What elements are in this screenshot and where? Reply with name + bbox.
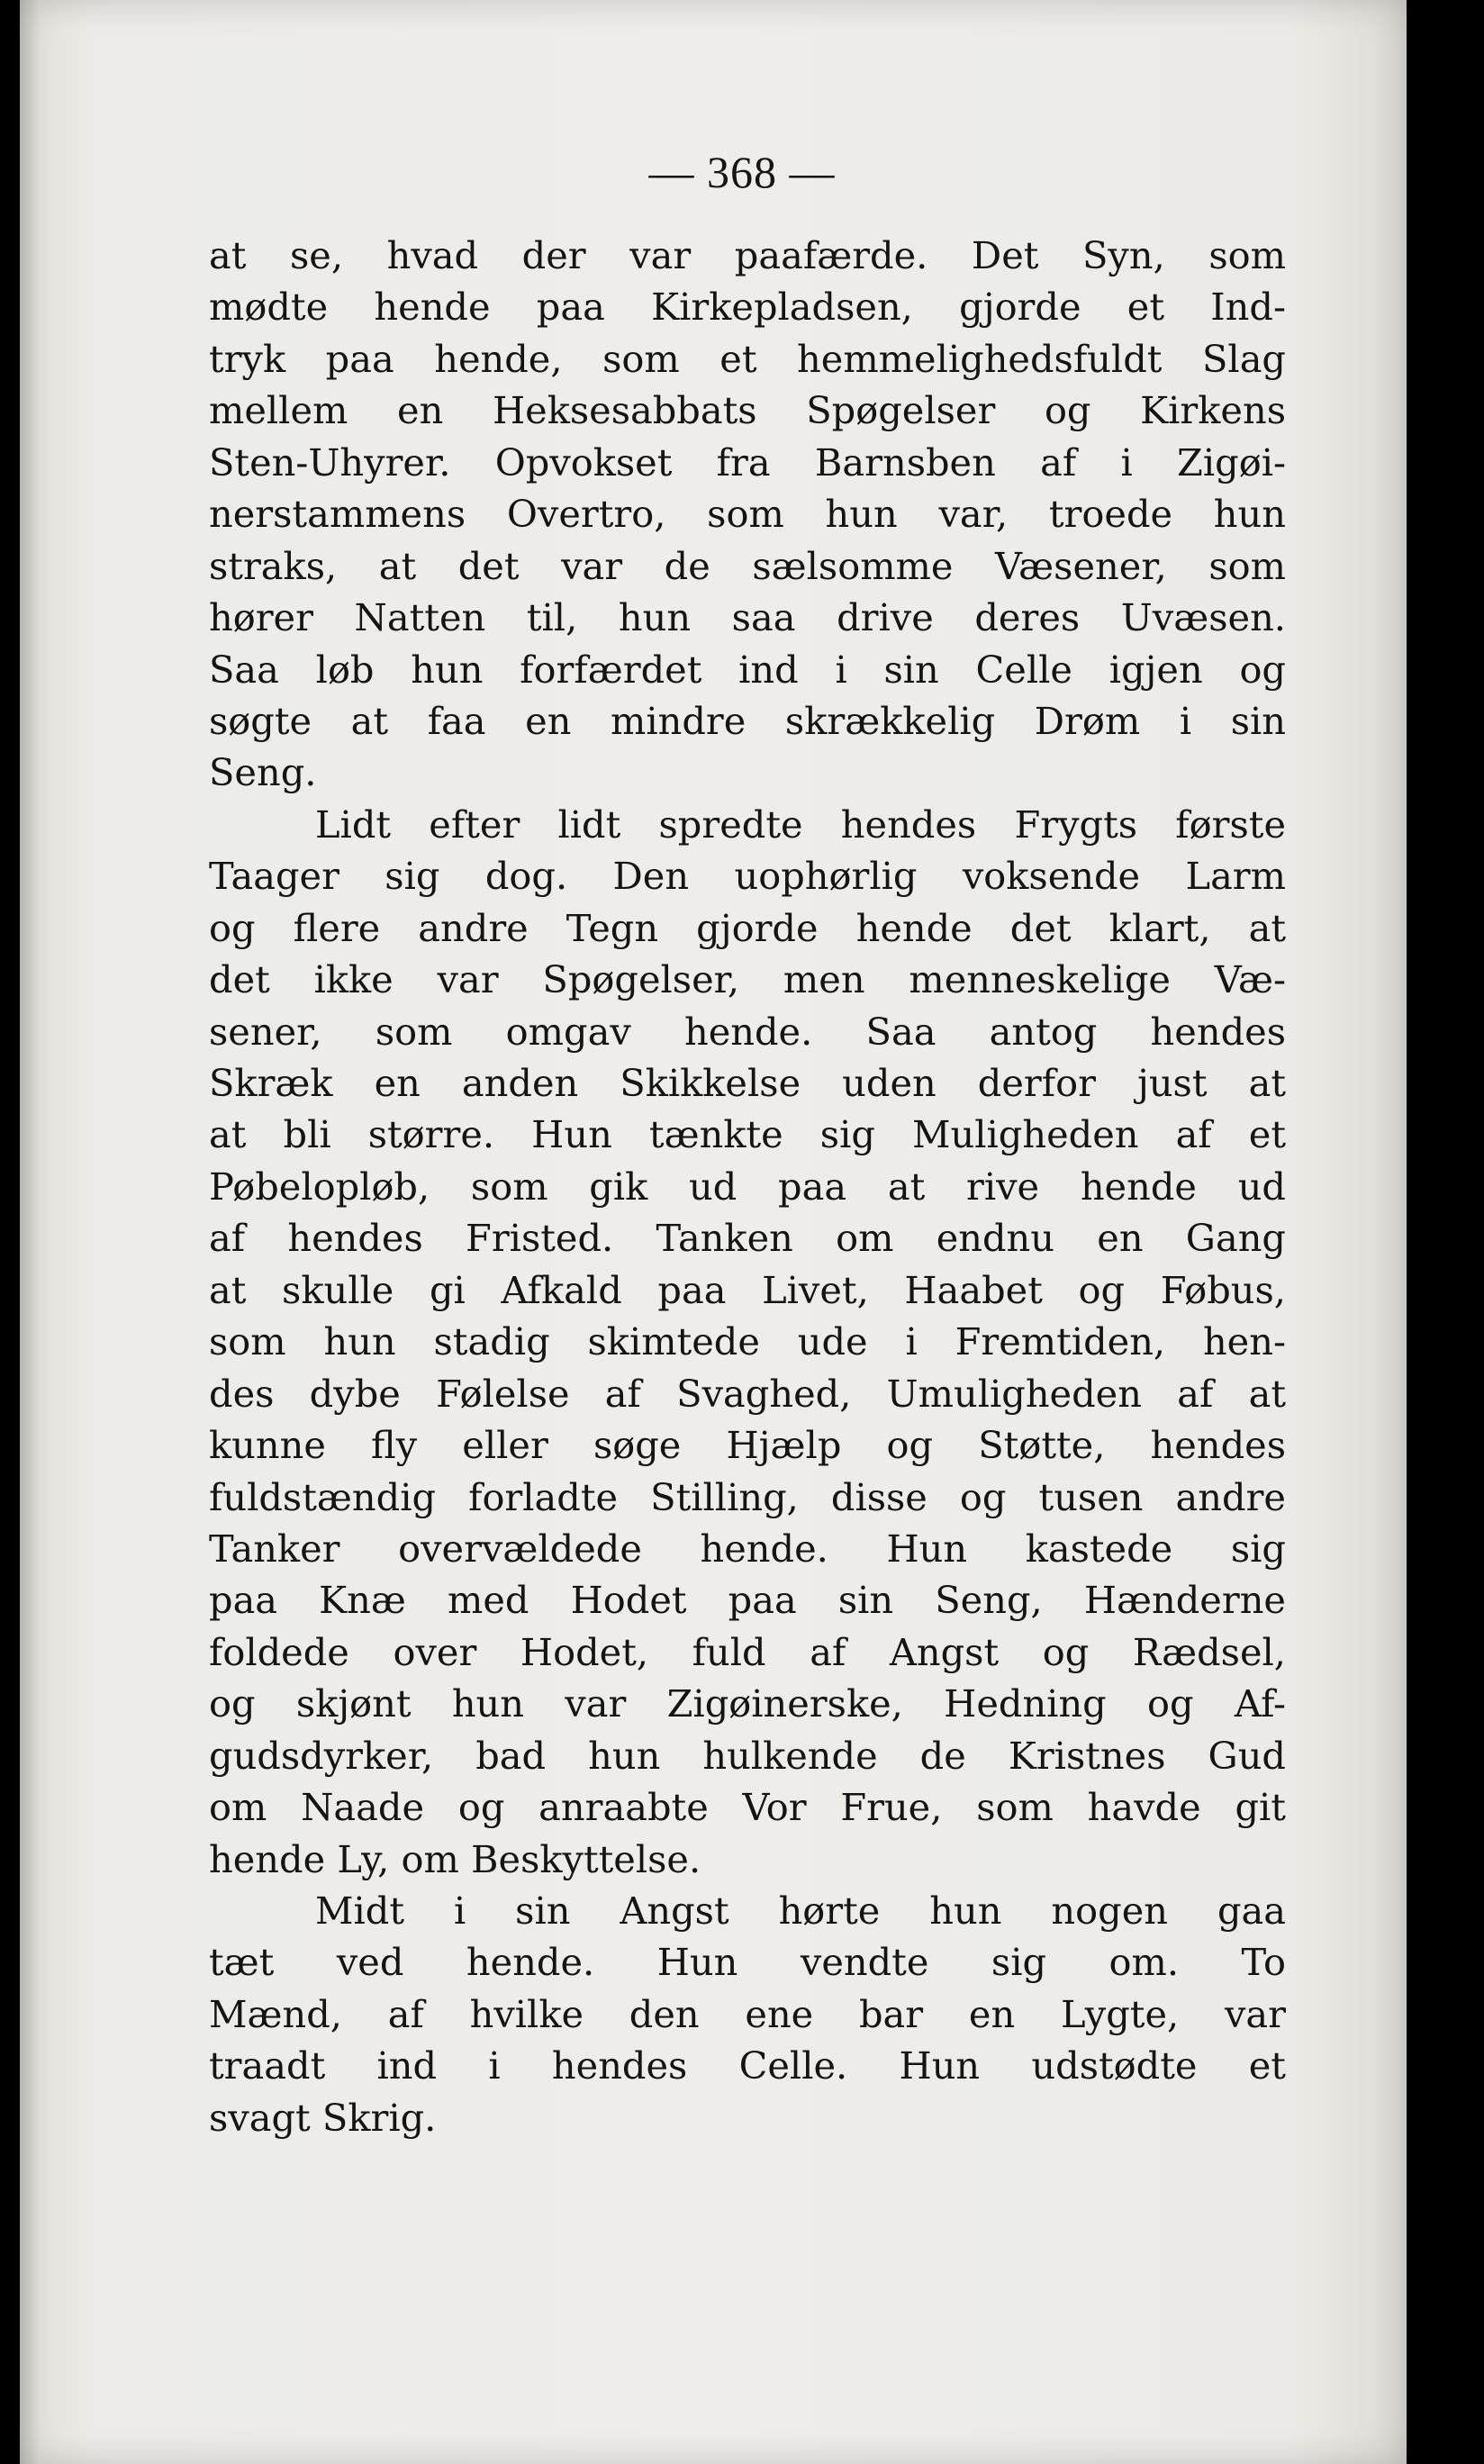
text-line: mellem en Heksesabbats Spøgelser og Kirkens — [209, 388, 1286, 433]
body-text — [209, 230, 1286, 2143]
text-line: som hun stadig skimtede ude i Fremtiden, hen- — [209, 1319, 1286, 1364]
text-line: traadt ind i hendes Celle. Hun udstødte et — [209, 2043, 1286, 2088]
text-line: at skulle gi Afkald paa Livet, Haabet og Føbus, — [209, 1267, 1286, 1312]
text-line: hende Ly, om Beskyttelse. — [209, 1836, 701, 1881]
text-line: at bli større. Hun tænkte sig Muligheden af et — [209, 1112, 1286, 1157]
text-line: Tanker overvældede hende. Hun kastede sig — [209, 1526, 1286, 1571]
text-line: Seng. — [209, 750, 317, 795]
text-line: fuldstændig forladte Stilling, disse og tusen andre — [209, 1474, 1286, 1519]
text-line: om Naade og anraabte Vor Frue, som havde git — [209, 1785, 1286, 1830]
text-line: svagt Skrig. — [209, 2095, 437, 2140]
text-line: Midt i sin Angst hørte hun nogen gaa — [315, 1889, 1286, 1933]
text-line: søgte at faa en mindre skrækkelig Drøm i sin — [209, 698, 1286, 743]
page-number: — 368 — — [648, 147, 836, 197]
text-line: af hendes Fristed. Tanken om endnu en Gang — [209, 1216, 1286, 1261]
text-line: Taager sig dog. Den uophørlig voksende Larm — [209, 854, 1286, 899]
text-line: Sten-Uhyrer. Opvokset fra Barnsben af i Zigøi- — [209, 439, 1286, 485]
text-line: kunne fly eller søge Hjælp og Støtte, hendes — [209, 1423, 1286, 1468]
text-line: Saa løb hun forfærdet ind i sin Celle igjen og — [209, 647, 1286, 692]
text-line: nerstammens Overtro, som hun var, troede hun — [209, 492, 1286, 537]
text-line: paa Knæ med Hodet paa sin Seng, Hænderne — [209, 1578, 1286, 1623]
text-line: straks, at det var de sælsomme Væsener, som — [209, 543, 1286, 588]
text-line: Skræk en anden Skikkelse uden derfor just at — [209, 1061, 1286, 1105]
text-line: og flere andre Tegn gjorde hende det klart, at — [209, 905, 1286, 950]
text-line: at se, hvad der var paafærde. Det Syn, som — [209, 233, 1286, 277]
text-line: hører Natten til, hun saa drive deres Uvæsen. — [209, 595, 1286, 640]
text-line: Pøbelopløb, som gik ud paa at rive hende ud — [209, 1164, 1286, 1209]
text-line: og skjønt hun var Zigøinerske, Hedning og Af- — [209, 1681, 1286, 1726]
text-line: sener, som omgav hende. Saa antog hendes — [209, 1009, 1286, 1054]
text-line: mødte hende paa Kirkepladsen, gjorde et Ind- — [209, 285, 1286, 330]
text-line: tæt ved hende. Hun vendte sig om. To — [209, 1940, 1286, 1985]
text-line: des dybe Følelse af Svaghed, Umuligheden af at — [209, 1371, 1286, 1416]
text-line: gudsdyrker, bad hun hulkende de Kristnes Gud — [209, 1733, 1286, 1778]
text-line: foldede over Hodet, fuld af Angst og Rædsel, — [209, 1629, 1286, 1674]
text-line: Mænd, af hvilke den ene bar en Lygte, var — [209, 1991, 1286, 2036]
text-line: tryk paa hende, som et hemmelighedsfuldt Slag — [209, 336, 1286, 381]
text-line: det ikke var Spøgelser, men menneskelige Væ- — [209, 957, 1286, 1002]
text-line: Lidt efter lidt spredte hendes Frygts første — [315, 802, 1286, 847]
